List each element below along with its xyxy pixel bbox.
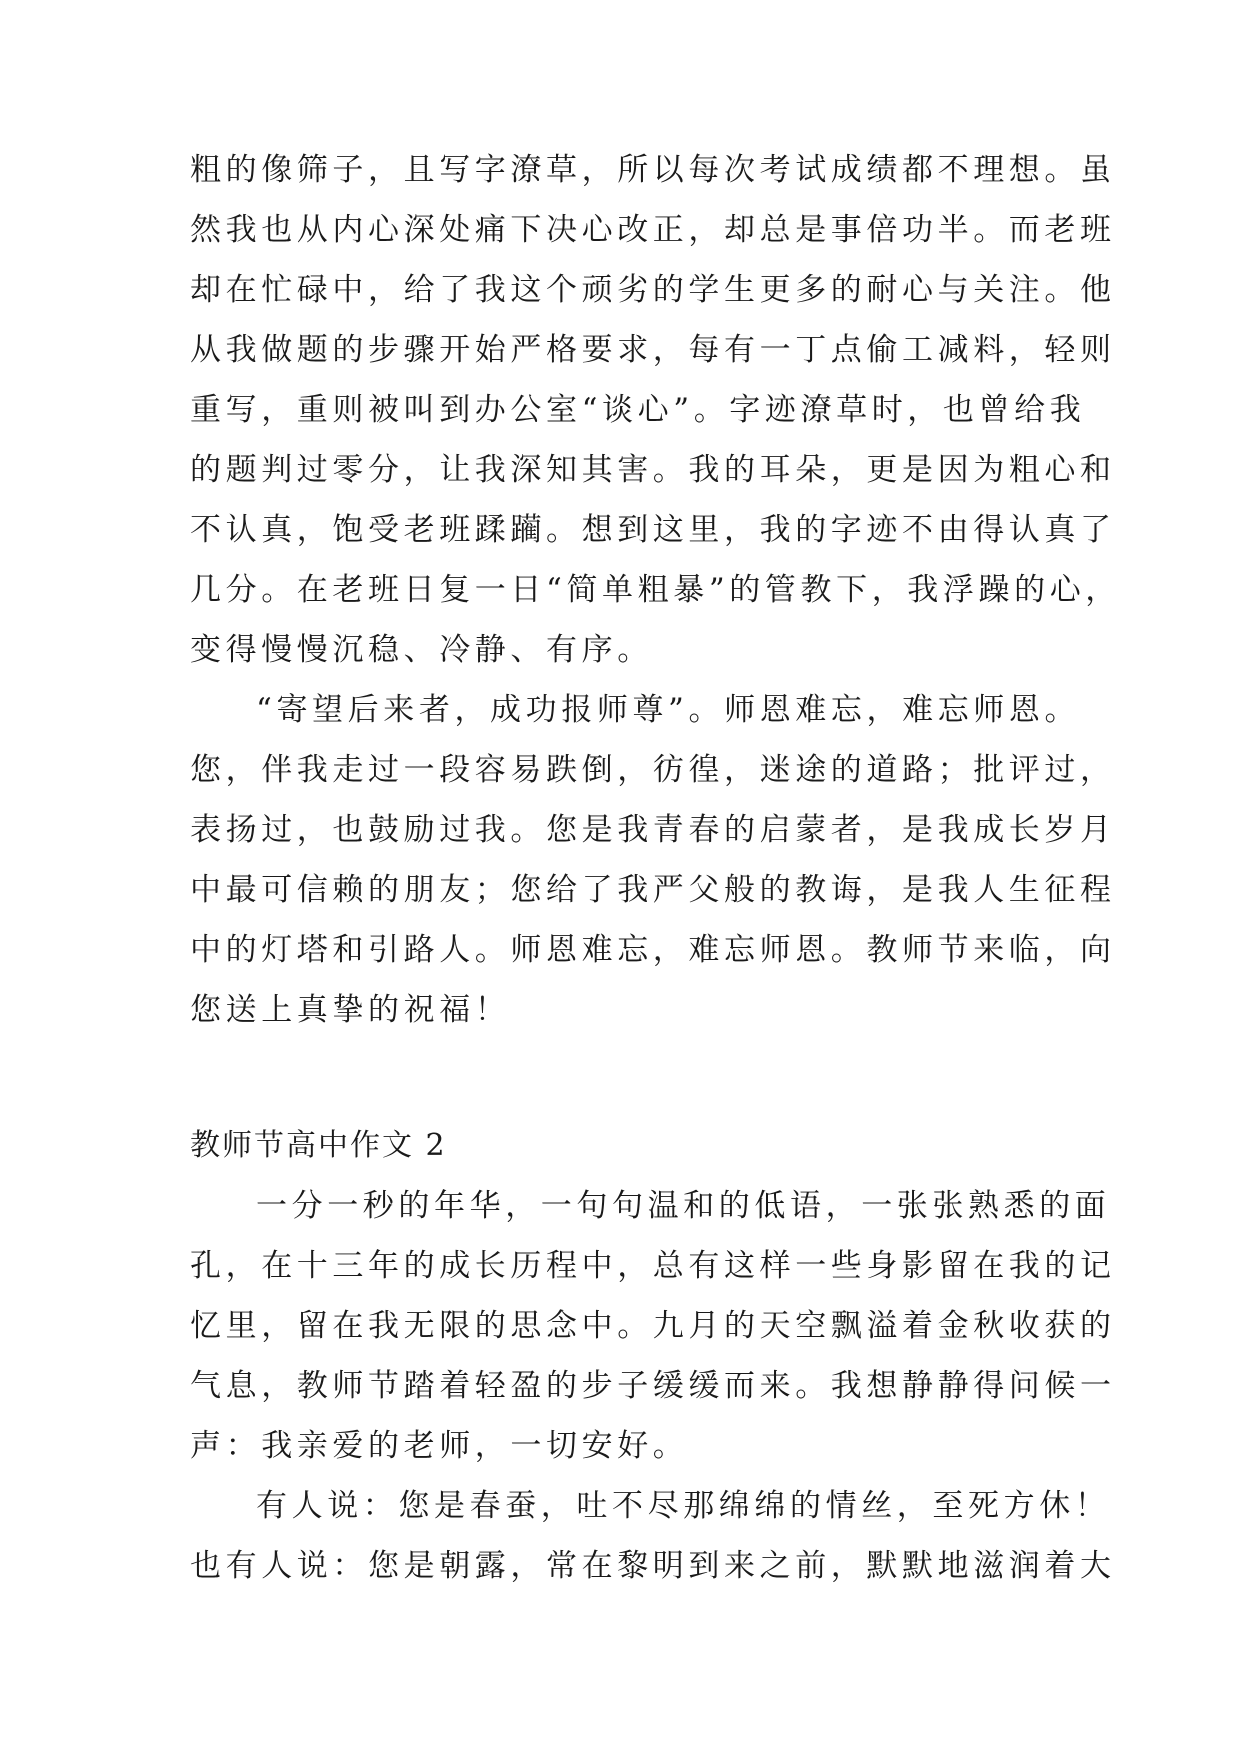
text-line: 中最可信赖的朋友；您给了我严父般的教诲，是我人生征程	[190, 872, 1116, 908]
text-line: 表扬过，也鼓励过我。您是我青春的启蒙者，是我成长岁月	[190, 812, 1116, 848]
section2-paragraph2	[190, 1476, 1116, 1596]
text-line: 的题判过零分，让我深知其害。我的耳朵，更是因为粗心和	[190, 452, 1116, 488]
text-line: 有人说：您是春蚕，吐不尽那绵绵的情丝，至死方休！	[256, 1488, 1111, 1524]
section1-paragraph2	[190, 680, 1116, 1040]
text-line: 几分。在老班日复一日“简单粗暴”的管教下，我浮躁的心，	[190, 572, 1121, 608]
text-line: 气息，教师节踏着轻盈的步子缓缓而来。我想静静得问候一	[190, 1368, 1116, 1404]
text-line: 重写，重则被叫到办公室“谈心”。字迹潦草时，也曾给我	[190, 392, 1086, 428]
section-heading: 教师节高中作文 2	[190, 1128, 447, 1163]
section1-paragraph1	[190, 140, 1121, 680]
text-line: “寄望后来者，成功报师尊”。师恩难忘，难忘师恩。	[256, 692, 1081, 728]
text-line: 从我做题的步骤开始严格要求，每有一丁点偷工减料，轻则	[190, 332, 1116, 368]
text-line: 也有人说：您是朝露，常在黎明到来之前，默默地滋润着大	[190, 1548, 1116, 1584]
text-line: 一分一秒的年华，一句句温和的低语，一张张熟悉的面	[256, 1188, 1111, 1224]
text-line: 声：我亲爱的老师，一切安好。	[190, 1428, 689, 1464]
section2-paragraph1	[190, 1176, 1116, 1476]
text-line: 忆里，留在我无限的思念中。九月的天空飘溢着金秋收获的	[190, 1308, 1116, 1344]
text-line: 却在忙碌中，给了我这个顽劣的学生更多的耐心与关注。他	[190, 272, 1116, 308]
text-line: 粗的像筛子，且写字潦草，所以每次考试成绩都不理想。虽	[190, 152, 1116, 188]
text-line: 然我也从内心深处痛下决心改正，却总是事倍功半。而老班	[190, 212, 1116, 248]
text-line: 您送上真挚的祝福！	[190, 992, 511, 1028]
text-line: 中的灯塔和引路人。师恩难忘，难忘师恩。教师节来临，向	[190, 932, 1116, 968]
text-line: 孔，在十三年的成长历程中，总有这样一些身影留在我的记	[190, 1248, 1116, 1284]
text-line: 您，伴我走过一段容易跌倒，彷徨，迷途的道路；批评过，	[190, 752, 1116, 788]
text-line: 不认真，饱受老班蹂躏。想到这里，我的字迹不由得认真了	[190, 512, 1116, 548]
text-line: 变得慢慢沉稳、冷静、有序。	[190, 632, 653, 668]
